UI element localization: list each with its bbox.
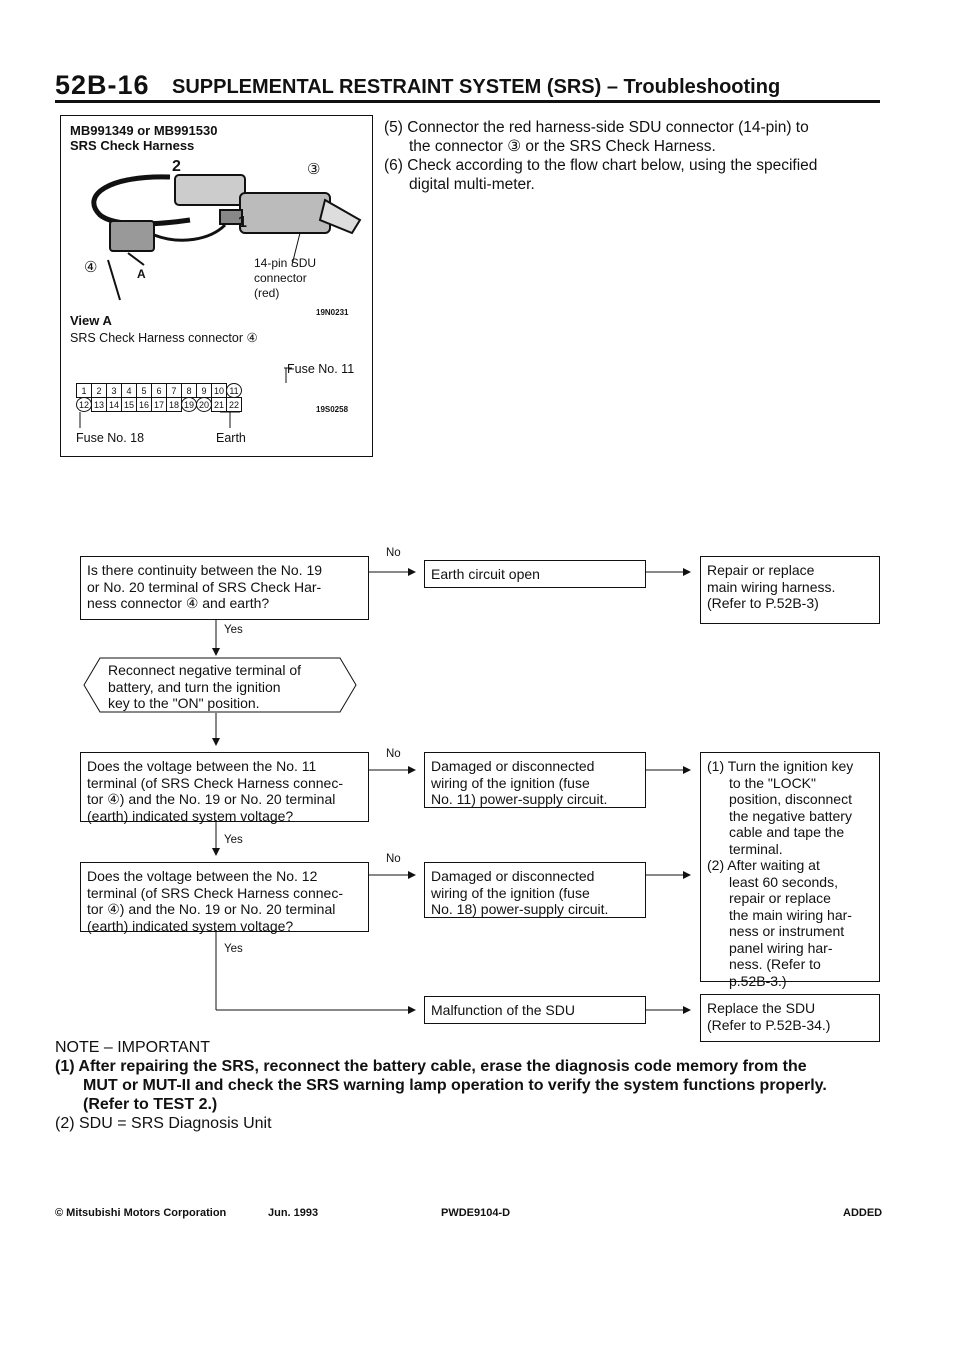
question-fuse-11-voltage: Does the voltage between the No. 11 terminal (of SRS Check Harness connec- tor ④) and the No. 19 or No. 20 terminal (earth) indicated system voltage? bbox=[80, 752, 369, 822]
connector-pin: 14 bbox=[106, 397, 122, 412]
fuse-11-label: Fuse No. 11 bbox=[287, 362, 355, 376]
step-5-line-1: (5) Connector the red harness-side SDU connector (14-pin) to bbox=[384, 119, 809, 136]
connector-pin: 8 bbox=[181, 383, 197, 398]
connector-pin: 6 bbox=[151, 383, 167, 398]
connector-pin: 16 bbox=[136, 397, 152, 412]
yes-label-2: Yes bbox=[224, 834, 243, 846]
step-6-line-2: digital multi-meter. bbox=[409, 176, 535, 193]
connector-pin: 15 bbox=[121, 397, 137, 412]
connector-pin: 11 bbox=[226, 383, 242, 398]
reconnect-step: Reconnect negative terminal of battery, and turn the ignition key to the "ON" position. bbox=[108, 662, 301, 711]
earth-label: Earth bbox=[216, 431, 246, 445]
connector-pin: 21 bbox=[211, 397, 227, 412]
connector-pin: 1 bbox=[76, 383, 92, 398]
label-2: 2 bbox=[172, 158, 181, 175]
step-5-line-2: the connector ③ or the SRS Check Harness. bbox=[409, 138, 716, 155]
footer-code: PWDE9104-D bbox=[441, 1207, 511, 1219]
question-continuity: Is there continuity between the No. 19 or No. 20 terminal of SRS Check Har- ness connector ④ and earth? bbox=[80, 556, 369, 620]
question-fuse-18-voltage: Does the voltage between the No. 12 terminal (of SRS Check Harness connec- tor ④) and the No. 19 or No. 20 terminal (earth) indicated system voltage? bbox=[80, 862, 369, 932]
sdu-connector-label-3: (red) bbox=[254, 286, 280, 300]
action-replace-sdu: Replace the SDU (Refer to P.52B-34.) bbox=[700, 994, 880, 1042]
fuse-18-label: Fuse No. 18 bbox=[76, 431, 145, 445]
connector-pin: 7 bbox=[166, 383, 182, 398]
connector-pin: 2 bbox=[91, 383, 107, 398]
result-fuse-11-circuit: Damaged or disconnected wiring of the ignition (fuse No. 11) power-supply circuit. bbox=[424, 752, 646, 808]
page-number: 52B-16 bbox=[55, 70, 150, 100]
footer-status: ADDED bbox=[843, 1207, 883, 1219]
note-item-2: (2) SDU = SRS Diagnosis Unit bbox=[55, 1115, 272, 1132]
figure-code-2: 19S0258 bbox=[316, 405, 349, 414]
note-heading: NOTE – IMPORTANT bbox=[55, 1039, 210, 1056]
connector-pin: 4 bbox=[121, 383, 137, 398]
connector-pin: 20 bbox=[196, 397, 212, 412]
action-ignition-lock-repair: (1) Turn the ignition key to the "LOCK" position, disconnect the negative battery cable and tape the terminal. (2) After waiting at least 60 seconds, repair or replace the main wiring har- ness or instrument panel wiring har- ness. (Refer to p.52B-3.) bbox=[700, 752, 880, 982]
result-earth-open: Earth circuit open bbox=[424, 560, 646, 588]
result-fuse-18-circuit: Damaged or disconnected wiring of the ignition (fuse No. 18) power-supply circuit. bbox=[424, 862, 646, 918]
no-label-3: No bbox=[386, 853, 401, 865]
action-repair-harness: Repair or replace main wiring harness. (Refer to P.52B-3) bbox=[700, 556, 880, 624]
sdu-connector-label-1: 14-pin SDU bbox=[254, 256, 317, 270]
page-title: SUPPLEMENTAL RESTRAINT SYSTEM (SRS) – Troubleshooting bbox=[172, 76, 781, 98]
label-a: A bbox=[137, 267, 146, 281]
label-4: ④ bbox=[84, 259, 98, 276]
yes-label-3: Yes bbox=[224, 943, 243, 955]
no-label-2: No bbox=[386, 748, 401, 760]
footer-date: Jun. 1993 bbox=[268, 1207, 319, 1219]
connector-pin: 19 bbox=[181, 397, 197, 412]
connector-pin: 3 bbox=[106, 383, 122, 398]
tool-part-numbers: MB991349 or MB991530 bbox=[70, 123, 218, 138]
label-1: 1 bbox=[238, 214, 247, 231]
connector-pin: 10 bbox=[211, 383, 227, 398]
tool-name: SRS Check Harness bbox=[70, 138, 195, 153]
connector-pin: 22 bbox=[226, 397, 242, 412]
connector-caption: SRS Check Harness connector ④ bbox=[70, 331, 258, 345]
connector-pin: 12 bbox=[76, 397, 92, 412]
connector-pin: 17 bbox=[151, 397, 167, 412]
connector-pin: 9 bbox=[196, 383, 212, 398]
view-a-label: View A bbox=[70, 313, 112, 328]
footer-copyright: © Mitsubishi Motors Corporation bbox=[55, 1207, 227, 1219]
yes-label-1: Yes bbox=[224, 624, 243, 636]
step-6-line-1: (6) Check according to the flow chart below, using the specified bbox=[384, 157, 818, 174]
figure-code-1: 19N0231 bbox=[316, 308, 349, 317]
connector-pin: 13 bbox=[91, 397, 107, 412]
connector-pin: 18 bbox=[166, 397, 182, 412]
note-item-1-line-2: MUT or MUT-II and check the SRS warning lamp operation to verify the system functions properly. bbox=[83, 1077, 827, 1094]
sdu-connector-label-2: connector bbox=[254, 271, 307, 285]
label-3: ③ bbox=[307, 161, 321, 178]
connector-pin: 5 bbox=[136, 383, 152, 398]
no-label-1: No bbox=[386, 547, 401, 559]
note-item-1-line-1: (1) After repairing the SRS, reconnect the battery cable, erase the diagnosis code memory from the bbox=[55, 1058, 807, 1075]
result-sdu-malfunction: Malfunction of the SDU bbox=[424, 996, 646, 1024]
note-item-1-line-3: (Refer to TEST 2.) bbox=[83, 1096, 218, 1113]
